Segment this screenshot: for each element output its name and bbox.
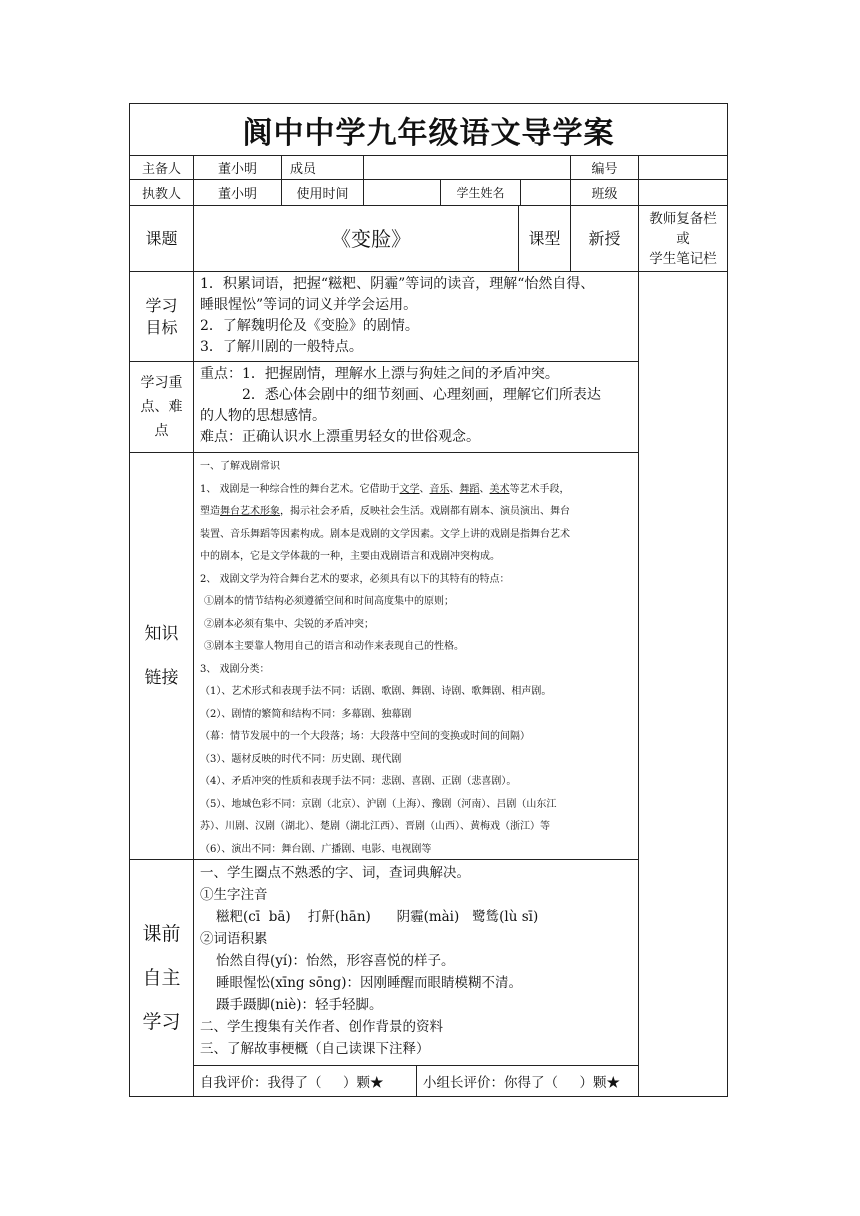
label-prestudy-line: 课前	[142, 923, 181, 945]
knowledge-link[interactable]: 舞蹈	[459, 483, 480, 495]
keypoint-line: 2．悉心体会剧中的细节刻画、心理刻画，理解它们所表达	[242, 387, 601, 403]
divider	[520, 179, 521, 205]
side-note-line: 学生笔记栏	[649, 250, 717, 267]
knowledge-line: 2、 戏剧文学为符合舞台艺术的要求，必须具有以下的其特有的特点：	[200, 573, 510, 585]
value-student-name[interactable]	[522, 180, 568, 205]
value-usage-time[interactable]	[366, 180, 438, 205]
label-knowledge-line: 链接	[144, 668, 179, 688]
label-prestudy-line: 自主	[142, 967, 181, 989]
knowledge-link[interactable]: 文学	[399, 483, 420, 495]
side-note-line: 教师复备栏	[649, 210, 717, 227]
value-chief-preparer: 董小明	[217, 162, 257, 177]
label-knowledge-line: 知识	[144, 624, 179, 644]
group-evaluation[interactable]: 小组长评价：你得了（ ）颗★	[423, 1075, 620, 1091]
knowledge-line: 装置、音乐舞蹈等因素构成。剧本是戏剧的文学因素。文学上讲的戏剧是指舞台艺术	[200, 528, 570, 540]
prestudy-line: 糍粑(cī bā) 打鼾(hān) 阴霾(mài) 鹭鸶(lù sī)	[216, 909, 539, 925]
knowledge-item: 苏）、川剧、汉剧（湖北）、楚剧（湖北江西）、晋剧（山西）、黄梅戏（浙江）等	[200, 821, 550, 832]
label-number: 编号	[591, 162, 618, 177]
knowledge-text-span: 1、 戏剧是一种综合性的舞台艺术。它借助于	[200, 483, 400, 495]
knowledge-link[interactable]: 舞台艺术形象	[220, 506, 280, 517]
keypoint-line: 重点：1．把握剧情，理解水上漂与狗娃之间的矛盾冲突。	[200, 366, 559, 382]
knowledge-item: ③剧本主要靠人物用自己的语言和动作来表现自己的性格。	[204, 641, 464, 652]
study-guide-table	[129, 103, 728, 1097]
knowledge-item: （3）、题材反映的时代不同：历史剧、现代剧	[200, 753, 402, 765]
knowledge-text-span: 等艺术手段，	[509, 483, 570, 495]
knowledge-link[interactable]: 音乐	[429, 483, 450, 495]
knowledge-text-span: ，揭示社会矛盾，反映社会生活。戏剧都有剧本、演员演出、舞台	[280, 506, 570, 517]
divider	[363, 155, 364, 205]
label-goals	[130, 272, 193, 361]
knowledge-line: 中的剧本，它是文学体裁的一种，主要由戏剧语言和戏剧冲突构成。	[200, 551, 500, 562]
prestudy-line: ①生字注音	[200, 887, 268, 903]
knowledge-item: （2）、剧情的繁简和结构不同：多幕剧、独幕剧	[200, 708, 412, 720]
knowledge-heading: 一、了解戏剧常识	[200, 461, 280, 472]
knowledge-line	[200, 501, 632, 524]
label-members: 成员	[290, 162, 317, 177]
side-note-header	[639, 206, 727, 271]
goal-line: 3．了解川剧的一般特点。	[200, 339, 363, 355]
label-lesson-type: 课型	[528, 228, 561, 248]
label-student-name: 学生姓名	[456, 186, 505, 200]
knowledge-item: （1）、艺术形式和表现手法不同：话剧、歌剧、舞剧、诗剧、歌舞剧、相声剧。	[200, 686, 552, 697]
label-class: 班级	[591, 187, 618, 202]
value-teacher: 董小明	[217, 187, 257, 202]
lesson-name: 《变脸》	[331, 226, 411, 251]
label-teacher: 执教人	[141, 187, 181, 202]
prestudy-line: ②词语积累	[200, 931, 268, 947]
knowledge-item: （6）、演出不同：舞台剧、广播剧、电影、电视剧等	[200, 843, 432, 855]
knowledge-text	[194, 456, 638, 858]
label-usage-time: 使用时间	[296, 187, 349, 202]
goals-text	[194, 272, 638, 361]
prestudy-line: 怡然自得(yí)：怡然，形容喜悦的样子。	[216, 953, 455, 969]
page-title: 阆中中学九年级语文导学案	[242, 115, 615, 151]
knowledge-item: ①剧本的情节结构必须遵循空间和时间高度集中的原则；	[204, 596, 454, 607]
label-chief-preparer: 主备人	[141, 162, 181, 177]
value-lesson-type: 新授	[588, 228, 621, 248]
knowledge-line: 1、 戏剧是一种综合性的舞台艺术。它借助于文学、音乐、舞蹈、美术等艺术手段，	[200, 483, 570, 495]
value-class[interactable]	[642, 180, 726, 205]
label-prestudy-line: 学习	[142, 1011, 181, 1033]
side-note-line: 或	[676, 230, 690, 247]
label-goals-line: 目标	[145, 317, 178, 337]
prestudy-line: 二、学生搜集有关作者、创作背景的资料	[200, 1019, 443, 1035]
label-keypoints-line: 学习重	[140, 375, 183, 391]
knowledge-link[interactable]: 美术	[489, 483, 510, 495]
knowledge-item: ②剧本必须有集中、尖锐的矛盾冲突；	[204, 618, 374, 630]
prestudy-line: 三、了解故事梗概（自己读课下注释）	[200, 1041, 430, 1057]
keypoint-line: 难点：正确认识水上漂重男轻女的世俗观念。	[200, 429, 480, 445]
label-keypoints-line: 点、难	[140, 399, 183, 415]
notes-column[interactable]	[639, 272, 727, 1096]
label-keypoints	[130, 362, 193, 452]
prestudy-text	[194, 860, 638, 1065]
label-prestudy	[130, 860, 193, 1096]
knowledge-item: （幕：情节发展中的一个大段落；场：大段落中空间的变换或时间的间隔）	[200, 731, 530, 742]
knowledge-item: （5）、地域色彩不同：京剧（北京）、沪剧（上海）、豫剧（河南）、吕剧（山东江	[200, 798, 557, 810]
prestudy-line: 蹑手蹑脚(niè)：轻手轻脚。	[216, 997, 383, 1013]
value-members[interactable]	[368, 156, 568, 179]
label-lesson: 课题	[145, 228, 178, 248]
keypoint-line: 的人物的思想感情。	[200, 408, 326, 424]
prestudy-line: 睡眼惺忪(xīng sōng)：因刚睡醒而眼睛模糊不清。	[216, 975, 522, 991]
prestudy-line: 一、学生圈点不熟悉的字、词，查词典解决。	[200, 865, 470, 881]
knowledge-text-span: 塑造	[200, 506, 220, 517]
label-goals-line: 学习	[145, 295, 178, 315]
goal-line: 1．积累词语，把握“糍粑、阴霾”等词的读音，理解“怡然自得、	[200, 276, 595, 292]
knowledge-item: （4）、矛盾冲突的性质和表现手法不同：悲剧、喜剧、正剧（悲喜剧）。	[200, 776, 517, 787]
value-number[interactable]	[642, 156, 726, 179]
divider	[130, 452, 638, 453]
goal-line: 睡眼惺忪”等词的词义并学会运用。	[200, 297, 418, 313]
keypoints-text	[194, 362, 638, 452]
knowledge-line: 3、 戏剧分类：	[200, 663, 270, 675]
label-knowledge	[130, 453, 193, 859]
label-keypoints-line: 点	[154, 423, 169, 439]
goal-line: 2．了解魏明伦及《变脸》的剧情。	[200, 318, 419, 334]
self-evaluation[interactable]: 自我评价：我得了（ ）颗★	[200, 1075, 384, 1091]
